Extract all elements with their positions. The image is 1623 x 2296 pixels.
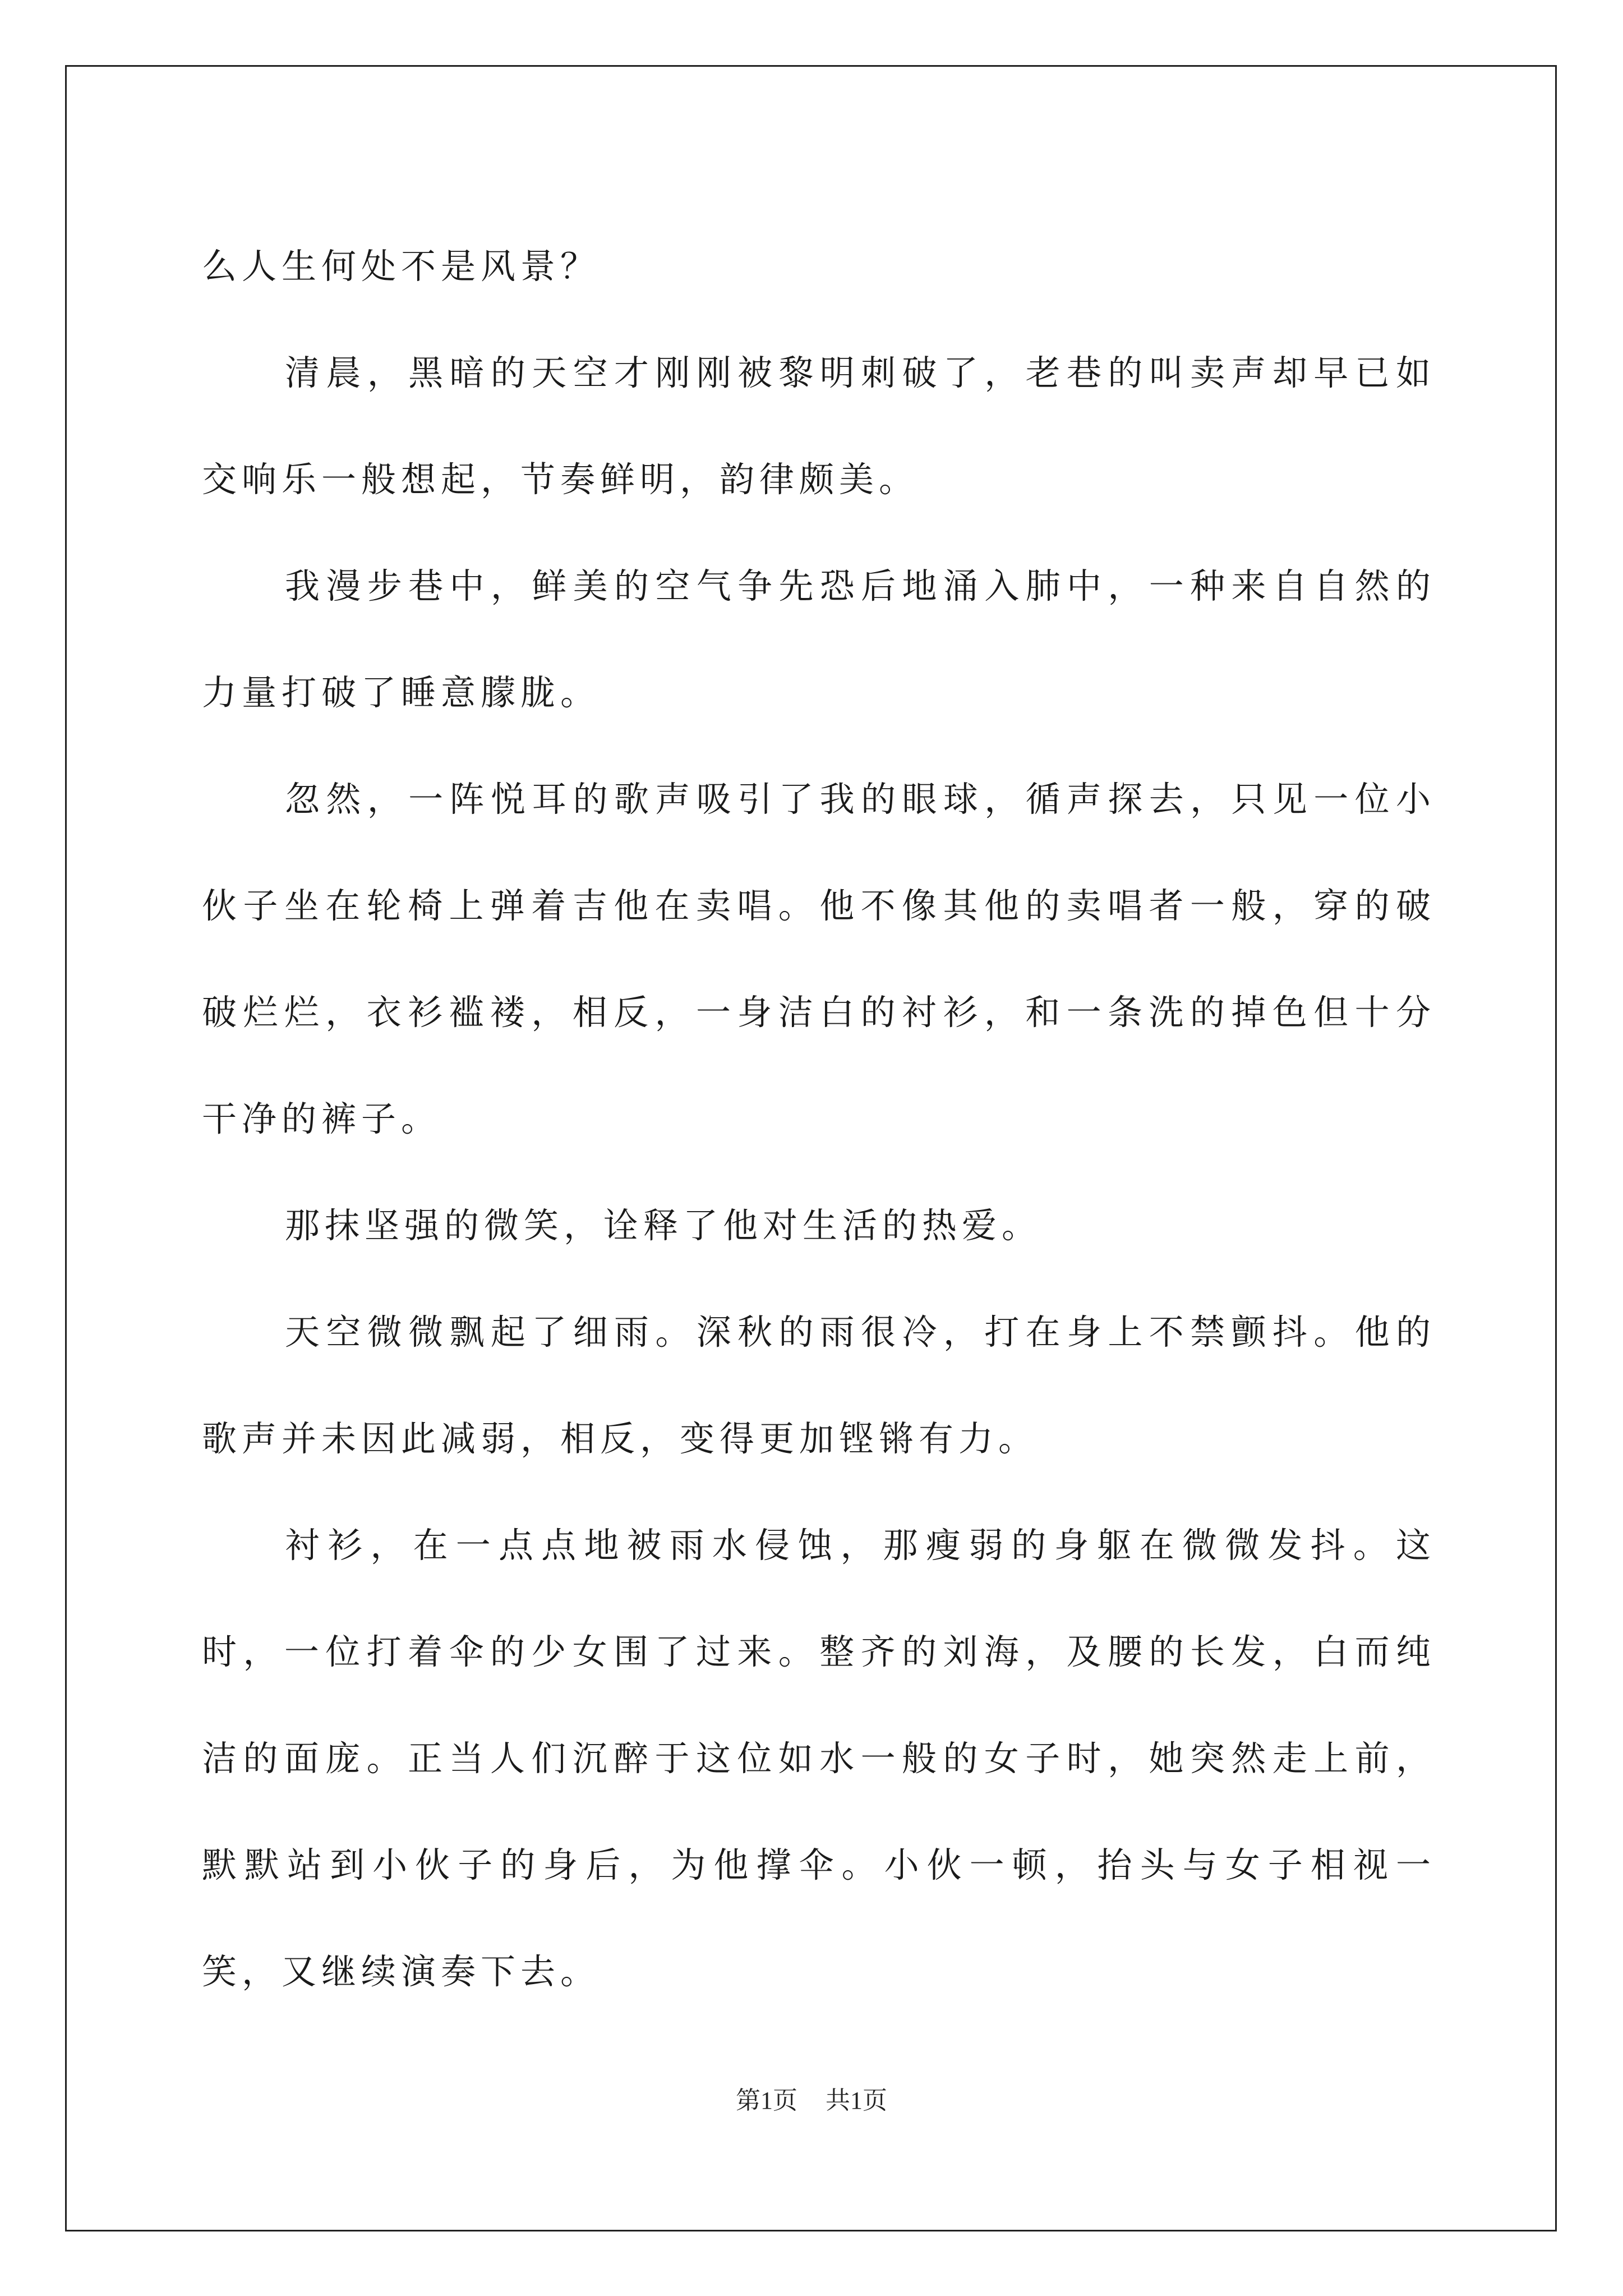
paragraph: 忽然，一阵悦耳的歌声吸引了我的眼球，循声探去，只见一位小伙子坐在轮椅上弹着吉他在卖唱。他不像其他的卖唱者一般，穿的破破烂烂，衣衫褴褛，相反，一身洁白的衬衫，和一条洗的掉色但十分干净的裤子。 <box>202 779 1436 1139</box>
paragraph: 衬衫，在一点点地被雨水侵蚀，那瘦弱的身躯在微微发抖。这时，一位打着伞的少女围了过来。整齐的刘海，及腰的长发，白而纯洁的面庞。正当人们沉醉于这位如水一般的女子时，她突然走上前，默默站到小伙子的身后，为他撑伞。小伙一顿，抬头与女子相视一笑，又继续演奏下去。 <box>202 1525 1436 1992</box>
paragraph: 清晨，黑暗的天空才刚刚被黎明刺破了，老巷的叫卖声却早已如交响乐一般想起，节奏鲜明，韵律颇美。 <box>202 352 1436 500</box>
page-footer <box>0 2084 1623 2118</box>
paragraph-continuation: 么人生何处不是风景？ <box>202 246 601 287</box>
paragraph: 天空微微飘起了细雨。深秋的雨很冷，打在身上不禁颤抖。他的歌声并未因此减弱，相反，变得更加铿锵有力。 <box>202 1312 1436 1459</box>
paragraph: 那抹坚强的微笑，诠释了他对生活的热爱。 <box>285 1205 1042 1246</box>
page-number: 第1页 <box>736 2087 797 2114</box>
document-body <box>202 213 1436 2025</box>
page-total: 共1页 <box>826 2087 887 2114</box>
paragraph: 我漫步巷中，鲜美的空气争先恐后地涌入肺中，一种来自自然的力量打破了睡意朦胧。 <box>202 565 1436 713</box>
